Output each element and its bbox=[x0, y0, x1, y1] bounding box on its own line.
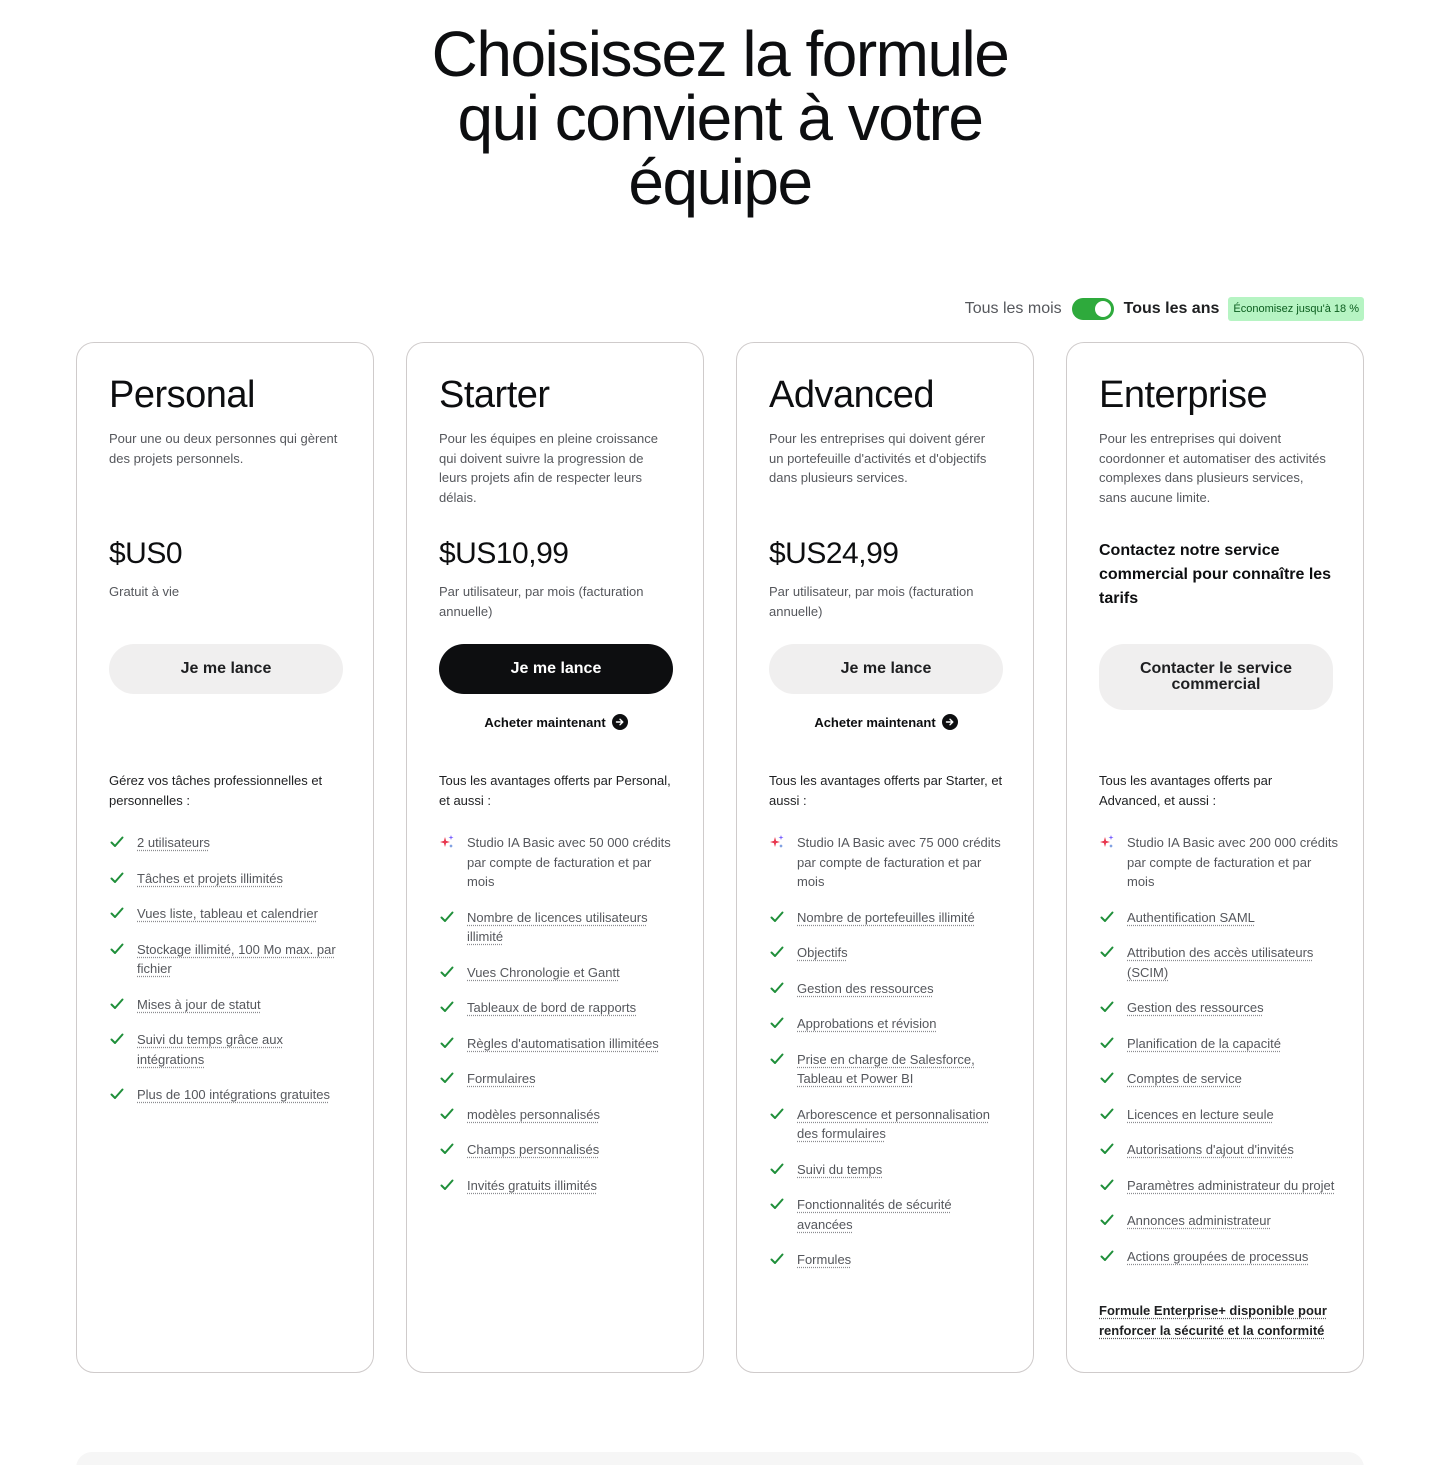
feature-text[interactable]: Autorisations d'ajout d'invités bbox=[1127, 1142, 1294, 1157]
feature-item[interactable] bbox=[769, 1050, 1009, 1089]
check-icon bbox=[1099, 1177, 1115, 1193]
feature-text: Studio IA Basic avec 200 000 crédits par compte de facturation et par mois bbox=[1127, 835, 1339, 889]
check-icon bbox=[439, 1035, 455, 1051]
plan-price: $US0 bbox=[109, 537, 183, 570]
page-title-line-2: qui convient à votre bbox=[457, 82, 983, 154]
feature-item[interactable] bbox=[769, 1105, 1009, 1144]
check-icon bbox=[769, 909, 785, 925]
feature-item[interactable] bbox=[439, 1105, 679, 1125]
feature-item[interactable] bbox=[1099, 1176, 1339, 1196]
feature-text[interactable]: Suivi du temps bbox=[797, 1161, 883, 1177]
savings-badge: Économisez jusqu'à 18 % bbox=[1228, 297, 1364, 321]
contact-sales-text: Contactez notre service commercial pour connaître les tarifs bbox=[1099, 542, 1332, 607]
check-icon bbox=[1099, 1212, 1115, 1228]
feature-item[interactable] bbox=[1099, 1211, 1339, 1231]
feature-text[interactable]: Prise en charge de Salesforce, Tableau et Power BI bbox=[797, 1051, 975, 1086]
feature-text[interactable]: Arborescence et personnalisation des formulaires bbox=[797, 1106, 990, 1141]
check-icon bbox=[769, 944, 785, 960]
check-icon bbox=[769, 1196, 785, 1212]
feature-item[interactable] bbox=[769, 1195, 1009, 1234]
feature-item[interactable] bbox=[1099, 908, 1339, 928]
buy-now-link[interactable] bbox=[439, 713, 673, 731]
check-icon bbox=[109, 1086, 125, 1102]
feature-item-ai bbox=[769, 833, 1009, 892]
feature-text[interactable]: modèles personnalisés bbox=[467, 1106, 600, 1122]
feature-text[interactable]: Invités gratuits illimités bbox=[467, 1177, 598, 1193]
plan-description: Pour les entreprises qui doivent coordonner et automatiser des activités complexes dans plusieurs services, sans aucune limite. bbox=[1099, 431, 1326, 505]
get-started-button[interactable]: Je me lance bbox=[769, 644, 1003, 694]
feature-item[interactable] bbox=[1099, 1140, 1339, 1160]
check-icon bbox=[1099, 909, 1115, 925]
check-icon bbox=[1099, 1106, 1115, 1122]
billing-switch[interactable] bbox=[1072, 298, 1114, 320]
plans-grid bbox=[76, 342, 1364, 1373]
check-icon bbox=[769, 1106, 785, 1122]
plan-name: Enterprise bbox=[1099, 374, 1268, 416]
feature-item[interactable] bbox=[439, 908, 679, 947]
check-icon bbox=[1099, 999, 1115, 1015]
plan-price-note: Par utilisateur, par mois (facturation annuelle) bbox=[439, 584, 644, 619]
check-icon bbox=[1099, 1035, 1115, 1051]
check-icon bbox=[439, 1070, 455, 1086]
arrow-right-icon bbox=[942, 714, 958, 730]
feature-text[interactable]: Gestion des ressources bbox=[1127, 1000, 1264, 1015]
plan-card-personal bbox=[76, 342, 374, 1373]
feature-list bbox=[439, 833, 679, 1211]
enterprise-plus-link[interactable]: Formule Enterprise+ disponible pour renforcer la sécurité et la conformité bbox=[1099, 1303, 1327, 1338]
feature-text[interactable]: Authentification SAML bbox=[1127, 909, 1255, 925]
feature-item[interactable] bbox=[439, 1069, 679, 1089]
check-icon bbox=[1099, 944, 1115, 960]
plan-card-starter bbox=[406, 342, 704, 1373]
feature-item[interactable] bbox=[1099, 1247, 1339, 1267]
plan-description: Pour les entreprises qui doivent gérer un portefeuille d'activités et d'objectifs dans plusieurs services. bbox=[769, 431, 987, 485]
plan-description: Pour les équipes en pleine croissance qui doivent suivre la progression de leurs projets afin de respecter leurs délais. bbox=[439, 431, 658, 505]
feature-text[interactable]: Mises à jour de statut bbox=[137, 996, 261, 1012]
plan-name: Personal bbox=[109, 374, 255, 416]
billing-period-toggle bbox=[965, 295, 1364, 323]
feature-item[interactable] bbox=[109, 833, 349, 853]
feature-text[interactable]: Fonctionnalités de sécurité avancées bbox=[797, 1197, 952, 1232]
features-intro: Tous les avantages offerts par Starter, et aussi : bbox=[769, 773, 1003, 808]
feature-text: Studio IA Basic avec 50 000 crédits par compte de facturation et par mois bbox=[467, 835, 671, 889]
feature-item[interactable] bbox=[439, 1176, 679, 1196]
plan-name: Starter bbox=[439, 374, 550, 416]
get-started-button[interactable]: Je me lance bbox=[109, 644, 343, 694]
check-icon bbox=[769, 1051, 785, 1067]
check-icon bbox=[439, 999, 455, 1015]
feature-item[interactable] bbox=[769, 943, 1009, 963]
feature-item[interactable] bbox=[769, 979, 1009, 999]
check-icon bbox=[1099, 1248, 1115, 1264]
feature-item[interactable] bbox=[769, 908, 1009, 928]
plan-card-advanced bbox=[736, 342, 1034, 1373]
feature-text[interactable]: Champs personnalisés bbox=[467, 1142, 600, 1157]
feature-item[interactable] bbox=[1099, 1105, 1339, 1125]
ai-sparkle-icon bbox=[1099, 834, 1115, 850]
feature-item[interactable] bbox=[769, 1160, 1009, 1180]
feature-text[interactable]: Règles d'automatisation illimitées bbox=[467, 1035, 659, 1051]
plan-price-note: Gratuit à vie bbox=[109, 584, 180, 599]
feature-list bbox=[109, 833, 349, 1121]
feature-item[interactable] bbox=[109, 904, 349, 924]
feature-text[interactable]: Licences en lecture seule bbox=[1127, 1106, 1274, 1122]
feature-item[interactable] bbox=[1099, 1069, 1339, 1089]
buy-now-label: Acheter maintenant bbox=[484, 714, 606, 730]
feature-item[interactable] bbox=[109, 1085, 349, 1105]
check-icon bbox=[1099, 1070, 1115, 1086]
plan-price: $US24,99 bbox=[769, 537, 899, 570]
feature-list bbox=[769, 833, 1009, 1286]
feature-text[interactable]: Annonces administrateur bbox=[1127, 1213, 1271, 1228]
check-icon bbox=[109, 905, 125, 921]
check-icon bbox=[109, 996, 125, 1012]
feature-text[interactable]: Tâches et projets illimités bbox=[137, 870, 283, 886]
feature-item[interactable] bbox=[109, 869, 349, 889]
check-icon bbox=[109, 941, 125, 957]
check-icon bbox=[439, 1141, 455, 1157]
check-icon bbox=[769, 1015, 785, 1031]
feature-item[interactable] bbox=[769, 1014, 1009, 1034]
feature-item[interactable] bbox=[439, 1034, 679, 1054]
feature-item[interactable] bbox=[439, 998, 679, 1018]
check-icon bbox=[109, 834, 125, 850]
get-started-button[interactable]: Je me lance bbox=[439, 644, 673, 694]
feature-text[interactable]: Suivi du temps grâce aux intégrations bbox=[137, 1032, 283, 1067]
page-title-line-1: Choisissez la formule bbox=[431, 18, 1009, 90]
page-title-line-3: équipe bbox=[628, 146, 812, 218]
check-icon bbox=[769, 1161, 785, 1177]
features-intro: Gérez vos tâches professionnelles et personnelles : bbox=[109, 773, 323, 808]
feature-text[interactable]: Attribution des accès utilisateurs (SCIM) bbox=[1127, 945, 1314, 980]
ai-sparkle-icon bbox=[439, 834, 455, 850]
buy-now-link[interactable] bbox=[769, 713, 1003, 731]
features-intro: Tous les avantages offerts par Advanced, et aussi : bbox=[1099, 773, 1273, 808]
feature-item[interactable] bbox=[109, 995, 349, 1015]
check-icon bbox=[769, 1251, 785, 1267]
feature-item-ai bbox=[1099, 833, 1339, 892]
feature-item[interactable] bbox=[1099, 998, 1339, 1018]
feature-text: Studio IA Basic avec 75 000 crédits par compte de facturation et par mois bbox=[797, 835, 1001, 889]
check-icon bbox=[769, 980, 785, 996]
feature-text[interactable]: Objectifs bbox=[797, 945, 848, 960]
plan-price: $US10,99 bbox=[439, 537, 569, 570]
monthly-label[interactable]: Tous les mois bbox=[964, 300, 1062, 317]
feature-list bbox=[1099, 833, 1339, 1282]
switch-knob bbox=[1095, 301, 1111, 317]
plan-price-note: Par utilisateur, par mois (facturation annuelle) bbox=[769, 584, 974, 619]
feature-text[interactable]: Vues Chronologie et Gantt bbox=[467, 964, 620, 980]
yearly-label[interactable]: Tous les ans bbox=[1123, 300, 1220, 317]
feature-item[interactable] bbox=[769, 1250, 1009, 1270]
ai-sparkle-icon bbox=[769, 834, 785, 850]
feature-text[interactable]: Formules bbox=[797, 1252, 852, 1267]
feature-text[interactable]: Paramètres administrateur du projet bbox=[1127, 1177, 1335, 1193]
plan-name: Advanced bbox=[769, 374, 935, 416]
feature-item[interactable] bbox=[439, 1140, 679, 1160]
feature-text[interactable]: Nombre de portefeuilles illimité bbox=[797, 909, 975, 925]
check-icon bbox=[109, 870, 125, 886]
features-intro: Tous les avantages offerts par Personal, et aussi : bbox=[439, 773, 671, 808]
plan-description: Pour une ou deux personnes qui gèrent des projets personnels. bbox=[109, 431, 338, 466]
buy-now-label: Acheter maintenant bbox=[814, 714, 936, 730]
feature-text[interactable]: Nombre de licences utilisateurs illimité bbox=[467, 909, 648, 944]
next-section-panel bbox=[76, 1452, 1364, 1465]
feature-text[interactable]: Tableaux de bord de rapports bbox=[467, 1000, 637, 1015]
feature-item[interactable] bbox=[439, 963, 679, 983]
feature-text[interactable]: Gestion des ressources bbox=[797, 980, 934, 996]
feature-text[interactable]: Planification de la capacité bbox=[1127, 1035, 1281, 1051]
feature-item[interactable] bbox=[109, 940, 349, 979]
check-icon bbox=[439, 1177, 455, 1193]
arrow-right-icon bbox=[612, 714, 628, 730]
check-icon bbox=[439, 909, 455, 925]
contact-sales-button[interactable]: Contacter le service commercial bbox=[1099, 644, 1333, 710]
feature-item[interactable] bbox=[109, 1030, 349, 1069]
feature-text[interactable]: Actions groupées de processus bbox=[1127, 1248, 1309, 1264]
feature-item[interactable] bbox=[1099, 943, 1339, 982]
feature-item[interactable] bbox=[1099, 1034, 1339, 1054]
feature-text[interactable]: Formulaires bbox=[467, 1071, 536, 1086]
page-title bbox=[0, 18, 1440, 218]
feature-text[interactable]: Stockage illimité, 100 Mo max. par fichier bbox=[137, 941, 336, 976]
feature-text[interactable]: Plus de 100 intégrations gratuites bbox=[137, 1087, 330, 1102]
feature-text[interactable]: 2 utilisateurs bbox=[137, 835, 210, 850]
check-icon bbox=[109, 1031, 125, 1047]
plan-card-enterprise bbox=[1066, 342, 1364, 1373]
check-icon bbox=[1099, 1141, 1115, 1157]
feature-text[interactable]: Comptes de service bbox=[1127, 1071, 1242, 1086]
feature-item-ai bbox=[439, 833, 679, 892]
check-icon bbox=[439, 964, 455, 980]
feature-text[interactable]: Vues liste, tableau et calendrier bbox=[137, 906, 318, 921]
feature-text[interactable]: Approbations et révision bbox=[797, 1016, 937, 1031]
check-icon bbox=[439, 1106, 455, 1122]
